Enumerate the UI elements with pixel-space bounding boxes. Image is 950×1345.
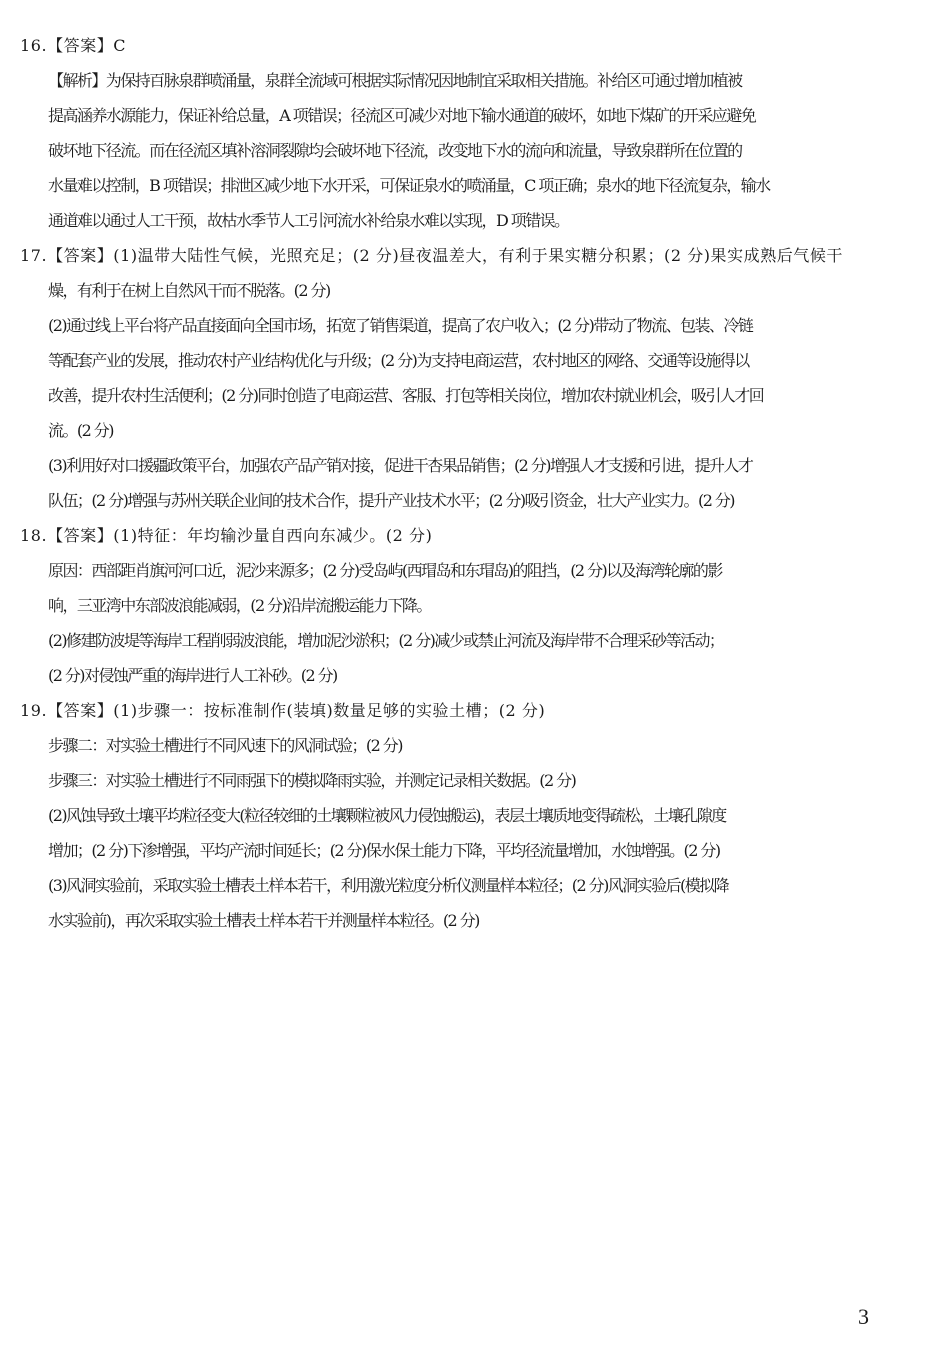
text-line: 燥，有利于在树上自然风干而不脱落。(2 分) [48, 281, 330, 300]
text-line: 增加；(2 分)下渗增强，平均产流时间延长；(2 分)保水保土能力下降，平均径流量增加，水蚀增强。(2 分) [48, 841, 720, 860]
text-line: 原因：西部距肖旗河河口近，泥沙来源多；(2 分)受岛屿(西瑁岛和东瑁岛)的阻挡，(2 分)以及海湾轮廓的影 [48, 561, 722, 580]
text-line: (3)利用好对口援疆政策平台，加强农产品产销对接，促进干杏果品销售；(2 分)增强人才支援和引进，提升人才 [48, 456, 753, 475]
text-line: 等配套产业的发展，推动农村产业结构优化与升级；(2 分)为支持电商运营，农村地区的网络、交通等设施得以 [48, 351, 749, 370]
text-line: (2)通过线上平台将产品直接面向全国市场，拓宽了销售渠道，提高了农户收入；(2 分)带动了物流、包装、冷链 [48, 316, 753, 335]
text-line: 16.【答案】C [20, 36, 127, 55]
text-line: 破坏地下径流。而在径流区填补溶洞裂隙均会破坏地下径流，改变地下水的流向和流量，导致泉群所在位置的 [48, 141, 742, 160]
text-line: 水量难以控制，B 项错误；排泄区减少地下水开采，可保证泉水的喷涌量，C 项正确；泉水的地下径流复杂，输水 [48, 176, 770, 195]
answer-text-body [20, 28, 915, 938]
text-line: 水实验前)，再次采取实验土槽表土样本若干并测量样本粒径。(2 分) [48, 911, 479, 930]
text-line: 通道难以通过人工干预，故枯水季节人工引河流水补给泉水难以实现，D 项错误。 [48, 211, 569, 230]
page-number: 3 [858, 1304, 869, 1329]
text-line: (2)风蚀导致土壤平均粒径变大(粒径较细的土壤颗粒被风力侵蚀搬运)，表层土壤质地变得疏松，土壤孔隙度 [48, 806, 726, 825]
text-line: 18.【答案】(1)特征：年均输沙量自西向东减少。(2 分) [20, 526, 433, 545]
text-line: (3)风洞实验前，采取实验土槽表土样本若干，利用激光粒度分析仪测量样本粒径；(2 分)风洞实验后(模拟降 [48, 876, 729, 895]
text-line: 19.【答案】(1)步骤一：按标准制作(装填)数量足够的实验土槽；(2 分) [20, 701, 546, 720]
text-line: 步骤三：对实验土槽进行不同雨强下的模拟降雨实验，并测定记录相关数据。(2 分) [48, 771, 576, 790]
text-line: 步骤二：对实验土槽进行不同风速下的风洞试验；(2 分) [48, 736, 402, 755]
text-line: (2)修建防波堤等海岸工程削弱波浪能，增加泥沙淤积；(2 分)减少或禁止河流及海岸带不合理采砂等活动； [48, 631, 724, 650]
text-line: 17.【答案】(1)温带大陆性气候，光照充足；(2 分)昼夜温差大，有利于果实糖分积累；(2 分)果实成熟后气候干 [20, 246, 843, 265]
text-line: 提高涵养水源能力，保证补给总量，A 项错误；径流区可减少对地下输水通道的破坏，如地下煤矿的开采应避免 [48, 106, 756, 125]
text-line: 改善，提升农村生活便利；(2 分)同时创造了电商运营、客服、打包等相关岗位，增加农村就业机会，吸引人才回 [48, 386, 764, 405]
text-line: (2 分)对侵蚀严重的海岸进行人工补砂。(2 分) [48, 666, 337, 685]
text-line: 响，三亚湾中东部波浪能减弱，(2 分)沿岸流搬运能力下降。 [48, 596, 431, 615]
text-line: 流。(2 分) [48, 421, 113, 440]
text-line: 【解析】为保持百脉泉群喷涌量，泉群全流域可根据实际情况因地制宜采取相关措施。补给区可通过增加植被 [48, 71, 742, 90]
text-line: 队伍；(2 分)增强与苏州关联企业间的技术合作，提升产业技术水平；(2 分)吸引资金，壮大产业实力。(2 分) [48, 491, 735, 510]
